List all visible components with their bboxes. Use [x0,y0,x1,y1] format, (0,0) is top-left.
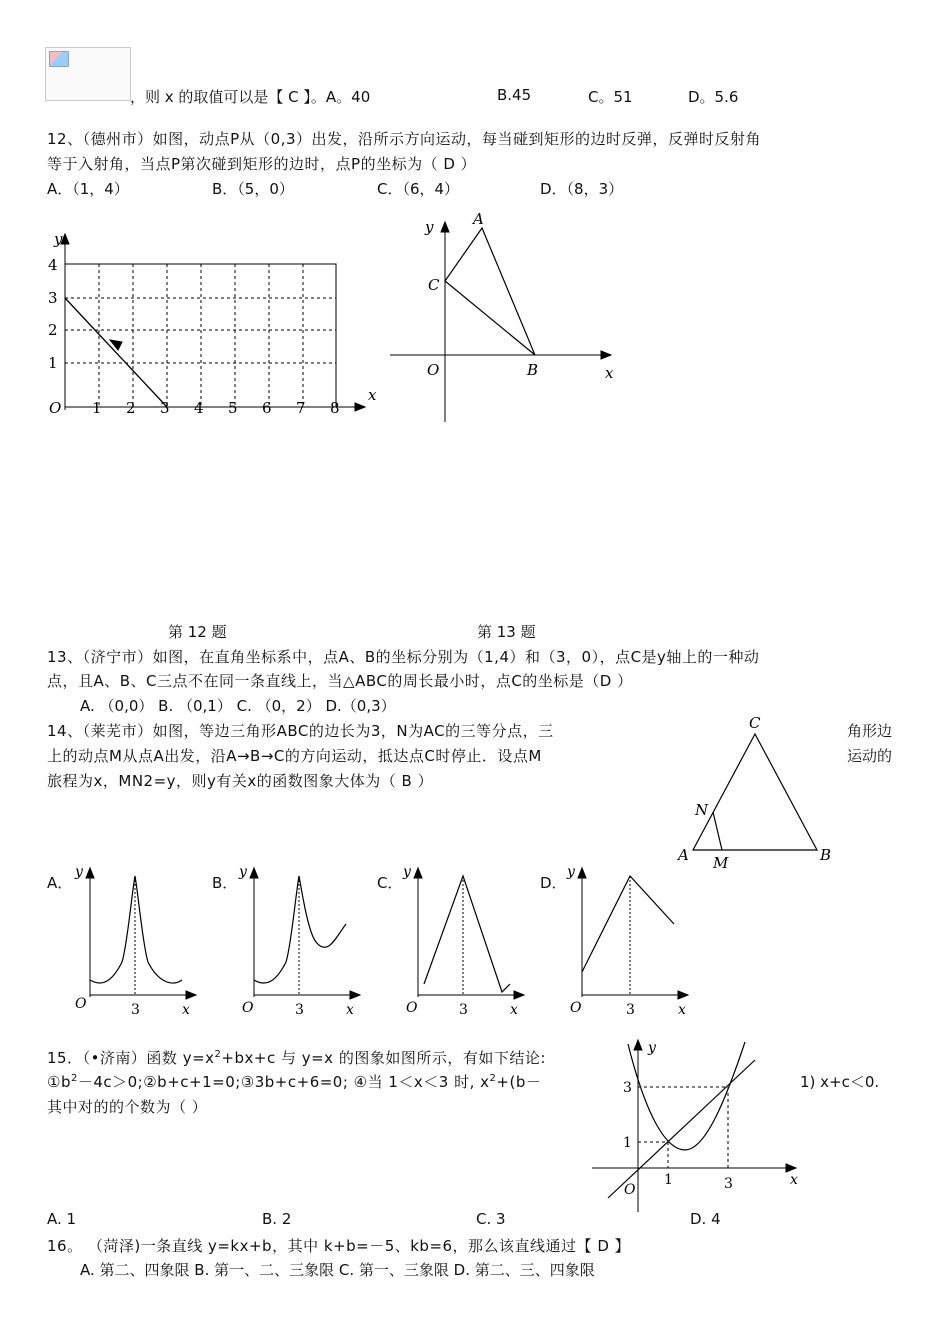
q16-line1: 16。 （菏泽)一条直线 y=kx+b，其中 k+b=－5、kb=6，那么该直线通过【 D 】 [47,1237,631,1255]
q12-origin: O [49,399,62,417]
q15-line2 [47,1071,541,1092]
q14-graph-d [564,862,694,1022]
q12-x-tick: 6 [262,399,272,417]
q12-option-c: C．（6，4） [377,180,460,198]
q12-option-a: A．（1，4） [47,180,129,198]
q14-triangle [693,734,817,850]
q11-option-b: B.45 [497,86,532,104]
q15-line2-a: ①b [47,1073,71,1091]
q13-label-b: B [527,361,539,379]
q12-line1: 12、（德州市）如图，动点P从（0,3）出发，沿所示方向运动，每当碰到矩形的边时反弹，反弹时反射角 [47,130,761,148]
q14b-tick: 3 [295,1002,304,1018]
q12-grid [65,264,336,407]
broken-image-icon [49,51,69,67]
q15-line2-b: －4c＞0;②b+c+1=0;③3b+c+6=0; ④当 1＜x＜3 时, x [77,1073,490,1091]
q11-option-d: D。5.6 [688,88,739,106]
q15-x-label: x [790,1172,798,1188]
q12-y-tick: 1 [48,354,58,372]
q14a-y-label: y [75,864,83,880]
q13-x-arrow [601,351,611,359]
q14-line3: 旅程为x，MN2=y，则y有关x的函数图象大体为（ B ） [47,772,434,790]
q15-line1-post: +bx+c 与 y=x 的图象如图所示，有如下结论: [221,1049,546,1067]
q13-x-label: x [605,364,614,382]
q14-option-c: C． [377,874,403,892]
q14-curve-d [582,876,674,972]
q12-y-tick: 3 [48,289,58,307]
q14b-origin: O [242,1000,254,1016]
q15-line1 [47,1047,546,1068]
q15-y-label: y [648,1040,656,1056]
q15-line2-tail: 1) x+c＜0. [800,1073,880,1091]
q14-option-a: A． [47,874,73,892]
q15-y-tick: 1 [623,1135,632,1151]
q13-line1: 13、（济宁市）如图，在直角坐标系中，点A、B的坐标分别为（1,4）和（3，0），点C是y轴上的一种动 [47,648,760,666]
q12-graph [40,230,377,430]
q12-x-tick: 5 [228,399,238,417]
q15-option-d: D. 4 [690,1210,721,1228]
q13-caption: 第 13 题 [477,623,536,641]
q15-parabola [628,1042,745,1150]
q13-line2: 点，且A、B、C三点不在同一条直线上，当△ABC的周长最小时，点C的坐标是（D ） [47,672,633,690]
q14-graph-c [400,862,530,1022]
q15-line3: 其中对的的个数为（ ） [47,1098,208,1116]
q13-line3: A. （0,0） B. （0,1） C. （0，2） D.（0,3） [80,697,396,715]
q14d-y-label: y [567,864,575,880]
q15-origin: O [624,1182,636,1198]
q15-line1-pre: 15．（•济南）函数 y=x [47,1049,215,1067]
q12-path-line [65,298,167,407]
q15-sup: 2 [489,1073,497,1084]
q15-option-a: A. 1 [47,1210,77,1228]
q14-label-a: A [678,846,689,864]
q14-segment-mn [713,812,722,850]
q14-line2: 上的动点M从点A出发，沿A→B→C的方向运动，抵达点C时停止．设点M [47,747,542,765]
q14c-y-label: y [403,864,411,880]
q14-label-c: C [749,714,761,732]
q14b-y-label: y [239,864,247,880]
q12-y-tick: 4 [48,256,58,274]
q15-x-tick: 3 [724,1176,733,1192]
q14a-tick: 3 [131,1002,140,1018]
q14-label-b: B [820,846,832,864]
q13-label-a: A [473,210,484,228]
q12-x-tick: 2 [126,399,136,417]
q14-label-n: N [695,801,709,819]
q14-label-m: M [713,854,729,872]
q15-line2-c: +(b－ [496,1073,542,1091]
q14-graph-a [72,862,202,1022]
q16-line2: A. 第二、四象限 B. 第一、二、三象限 C. 第一、三象限 D. 第二、三、四象限 [80,1261,595,1279]
q15-option-c: C. 3 [476,1210,506,1228]
q12-x-arrow [355,403,365,411]
q14-line2-tail: 运动的 [847,747,893,765]
q14a-x-label: x [182,1002,190,1018]
q14d-tick: 3 [626,1002,635,1018]
q13-origin: O [427,361,440,379]
q15-graph [590,1032,810,1232]
q14-option-b: B． [212,874,238,892]
q14-graph-b [236,862,366,1022]
q14-curve-b [254,876,346,983]
q15-y-tick: 3 [623,1080,632,1096]
q11-option-c: C。51 [588,88,633,106]
q11-tail: ，则 x 的取值可以是【 C 】。A。40 [130,88,371,106]
q14d-x-label: x [678,1002,686,1018]
q15-sup: 2 [70,1073,78,1084]
q12-y-label: y [54,230,63,248]
missing-image-placeholder [45,47,131,101]
q14-line1-tail: 角形边 [847,722,893,740]
q14d-origin: O [570,1000,582,1016]
q13-label-c: C [428,276,440,294]
q12-x-label: x [368,386,377,404]
q15-option-b: B. 2 [262,1210,292,1228]
q14-curve-c [424,876,510,992]
q13-y-label: y [425,218,434,236]
q14b-x-label: x [346,1002,354,1018]
q13-graph [385,210,625,425]
q15-sup: 2 [214,1049,222,1060]
q12-x-tick: 4 [194,399,204,417]
q13-y-arrow [441,222,449,232]
q15-x-tick: 1 [664,1172,673,1188]
q14a-origin: O [75,996,87,1012]
q14-triangle-figure [675,712,845,872]
q12-option-b: B．（5，0） [212,180,294,198]
q12-option-d: D．（8，3） [540,180,624,198]
q12-y-tick: 2 [48,321,58,339]
q12-x-tick: 8 [330,399,340,417]
q12-x-tick: 7 [296,399,306,417]
q14-curve-a [90,876,182,983]
q14c-tick: 3 [459,1002,468,1018]
q14c-origin: O [406,1000,418,1016]
q14c-x-label: x [510,1002,518,1018]
q12-x-tick: 1 [92,399,102,417]
q14-line1: 14、（莱芜市）如图，等边三角形ABC的边长为3，N为AC的三等分点，三 [47,722,554,740]
q12-line2: 等于入射角，当点P第次碰到矩形的边时，点P的坐标为（ D ） [47,155,477,173]
q12-x-tick: 3 [160,399,170,417]
q13-triangle [445,228,535,355]
q12-caption: 第 12 题 [168,623,227,641]
q14-option-d: D． [540,874,567,892]
